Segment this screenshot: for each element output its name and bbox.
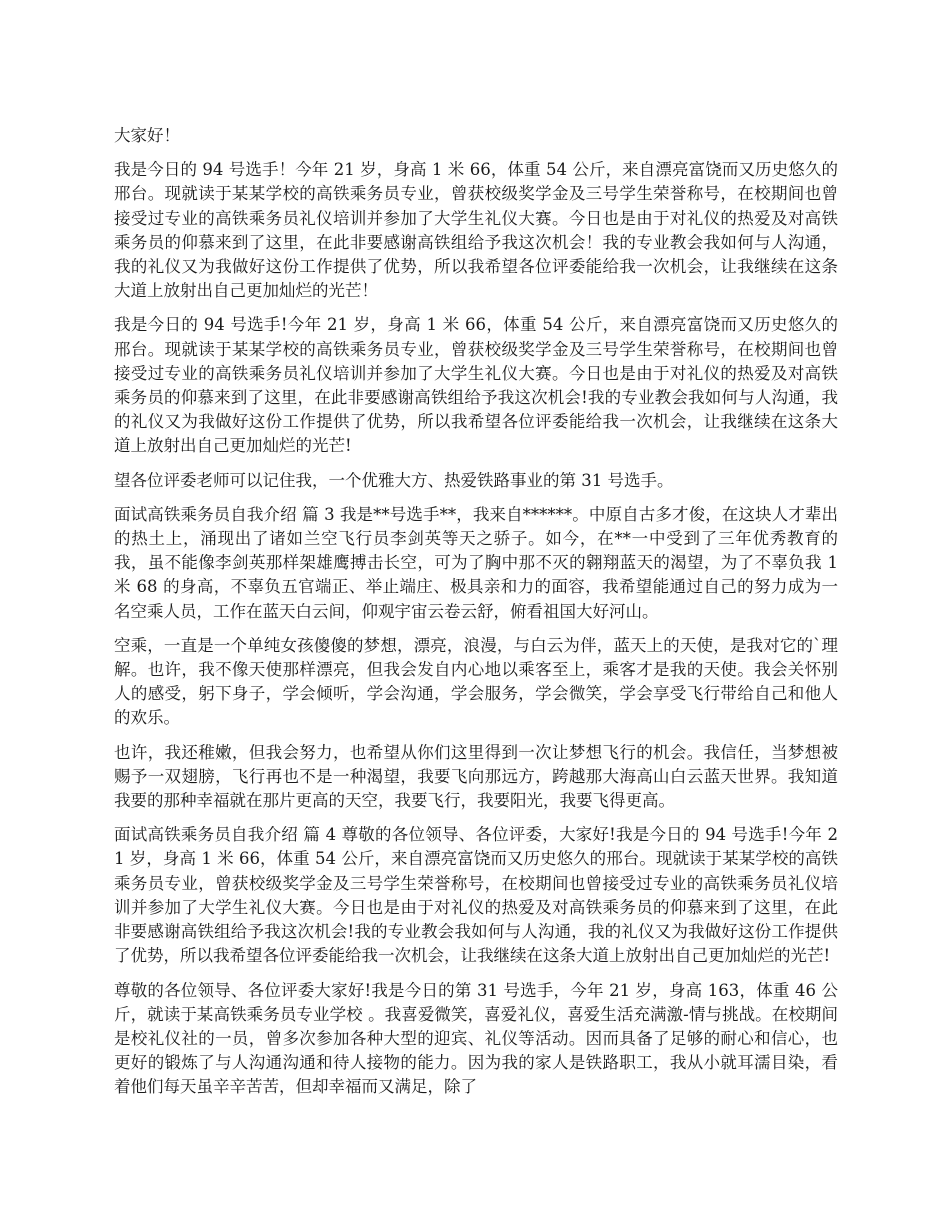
paragraph-candidate-31: 尊敬的各位领导、各位评委大家好!我是今日的第 31 号选手，今年 21 岁，身高 163，体重 46 公斤，就读于某高铁乘务员专业学校 。我喜爱微笑，喜爱礼仪，喜爱生活充满激-情与挑战。在校期间是校礼仪社的一员，曾多次参加各种大型的迎宾、礼仪等活动。因而具备了足够的耐心和信心，也更好的锻炼了与人沟通沟通和待人接物的能力。因为我的家人是铁路职工，我从小就耳濡目染，看着他们每天虽辛辛苦苦，但却幸福而又满足，除了	[114, 980, 838, 1097]
paragraph-intro-1: 我是今日的 94 号选手！今年 21 岁，身高 1 米 66，体重 54 公斤，来自漂亮富饶而又历史悠久的邢台。现就读于某某学校的高铁乘务员专业，曾获校级奖学金及三号学生荣誉称号，在校期间也曾接受过专业的高铁乘务员礼仪培训并参加了大学生礼仪大赛。今日也是由于对礼仪的热爱及对高铁乘务员的仰慕来到了这里，在此非要感谢高铁组给予我这次机会！我的专业教会我如何与人沟通，我的礼仪又为我做好这份工作提供了优势，所以我希望各位评委能给我一次机会，让我继续在这条大道上放射出自己更加灿烂的光芒！	[114, 160, 838, 301]
paragraph-aspiration: 也许，我还稚嫩，但我会努力，也希望从你们这里得到一次让梦想飞行的机会。我信任，当梦想被赐予一双翅膀，飞行再也不是一种渴望，我要飞向那远方，跨越那大海高山白云蓝天世界。我知道我要的那种幸福就在那片更高的天空，我要飞行，我要阳光，我要飞得更高。	[114, 742, 838, 811]
paragraph-intro-2: 我是今日的 94 号选手!今年 21 岁，身高 1 米 66，体重 54 公斤，来自漂亮富饶而又历史悠久的邢台。现就读于某某学校的高铁乘务员专业，曾获校级奖学金及三号学生荣誉称号，在校期间也曾接受过专业的高铁乘务员礼仪培训并参加了大学生礼仪大赛。今日也是由于对礼仪的热爱及对高铁乘务员的仰慕来到了这里，在此非要感谢高铁组给予我这次机会!我的专业教会我如何与人沟通，我的礼仪又为我做好这份工作提供了优势，所以我希望各位评委能给我一次机会，让我继续在这条大道上放射出自己更加灿烂的光芒!	[114, 315, 838, 456]
document-body	[114, 124, 838, 1110]
paragraph-flight-dream: 空乘，一直是一个单纯女孩傻傻的梦想，漂亮，浪漫，与白云为伴，蓝天上的天使，是我对它的`理解。也许，我不像天使那样漂亮，但我会发自内心地以乘客至上，乘客才是我的天使。我会关怀别人的感受，躬下身子，学会倾听，学会沟通，学会服务，学会微笑，学会享受飞行带给自己和他人的欢乐。	[114, 635, 838, 728]
paragraph-greeting: 大家好！	[114, 126, 180, 145]
paragraph-closing-wish: 望各位评委老师可以记住我，一个优雅大方、热爱铁路事业的第 31 号选手。	[114, 470, 674, 490]
paragraph-section-4: 面试高铁乘务员自我介绍 篇 4 尊敬的各位领导、各位评委，大家好!我是今日的 94 号选手!今年 21 岁，身高 1 米 66，体重 54 公斤，来自漂亮富饶而又历史悠久的邢台。现就读于某某学校的高铁乘务员专业，曾获校级奖学金及三号学生荣誉称号，在校期间也曾接受过专业的高铁乘务员礼仪培训并参加了大学生礼仪大赛。今日也是由于对礼仪的热爱及对高铁乘务员的仰慕来到了这里，在此非要感谢高铁组给予我这次机会!我的专业教会我如何与人沟通，我的礼仪又为我做好这份工作提供了优势，所以我希望各位评委能给我一次机会，让我继续在这条大道上放射出自己更加灿烂的光芒!	[114, 825, 838, 966]
paragraph-section-3: 面试高铁乘务员自我介绍 篇 3 我是**号选手**，我来自******。中原自古多才俊，在这块人才辈出的热土上，涌现出了诸如兰空飞行员李剑英等天之骄子。如今，在**一中受到了三年优秀教育的我，虽不能像李剑英那样架雄鹰搏击长空，可为了胸中那不灭的翱翔蓝天的渴望，为了不辜负我 1 米 68 的身高，不辜负五官端正、举止端庄、极具亲和力的面容，我希望能通过自己的努力成为一名空乘人员，工作在蓝天白云间，仰观宇宙云卷云舒，俯看祖国大好河山。	[114, 504, 838, 621]
